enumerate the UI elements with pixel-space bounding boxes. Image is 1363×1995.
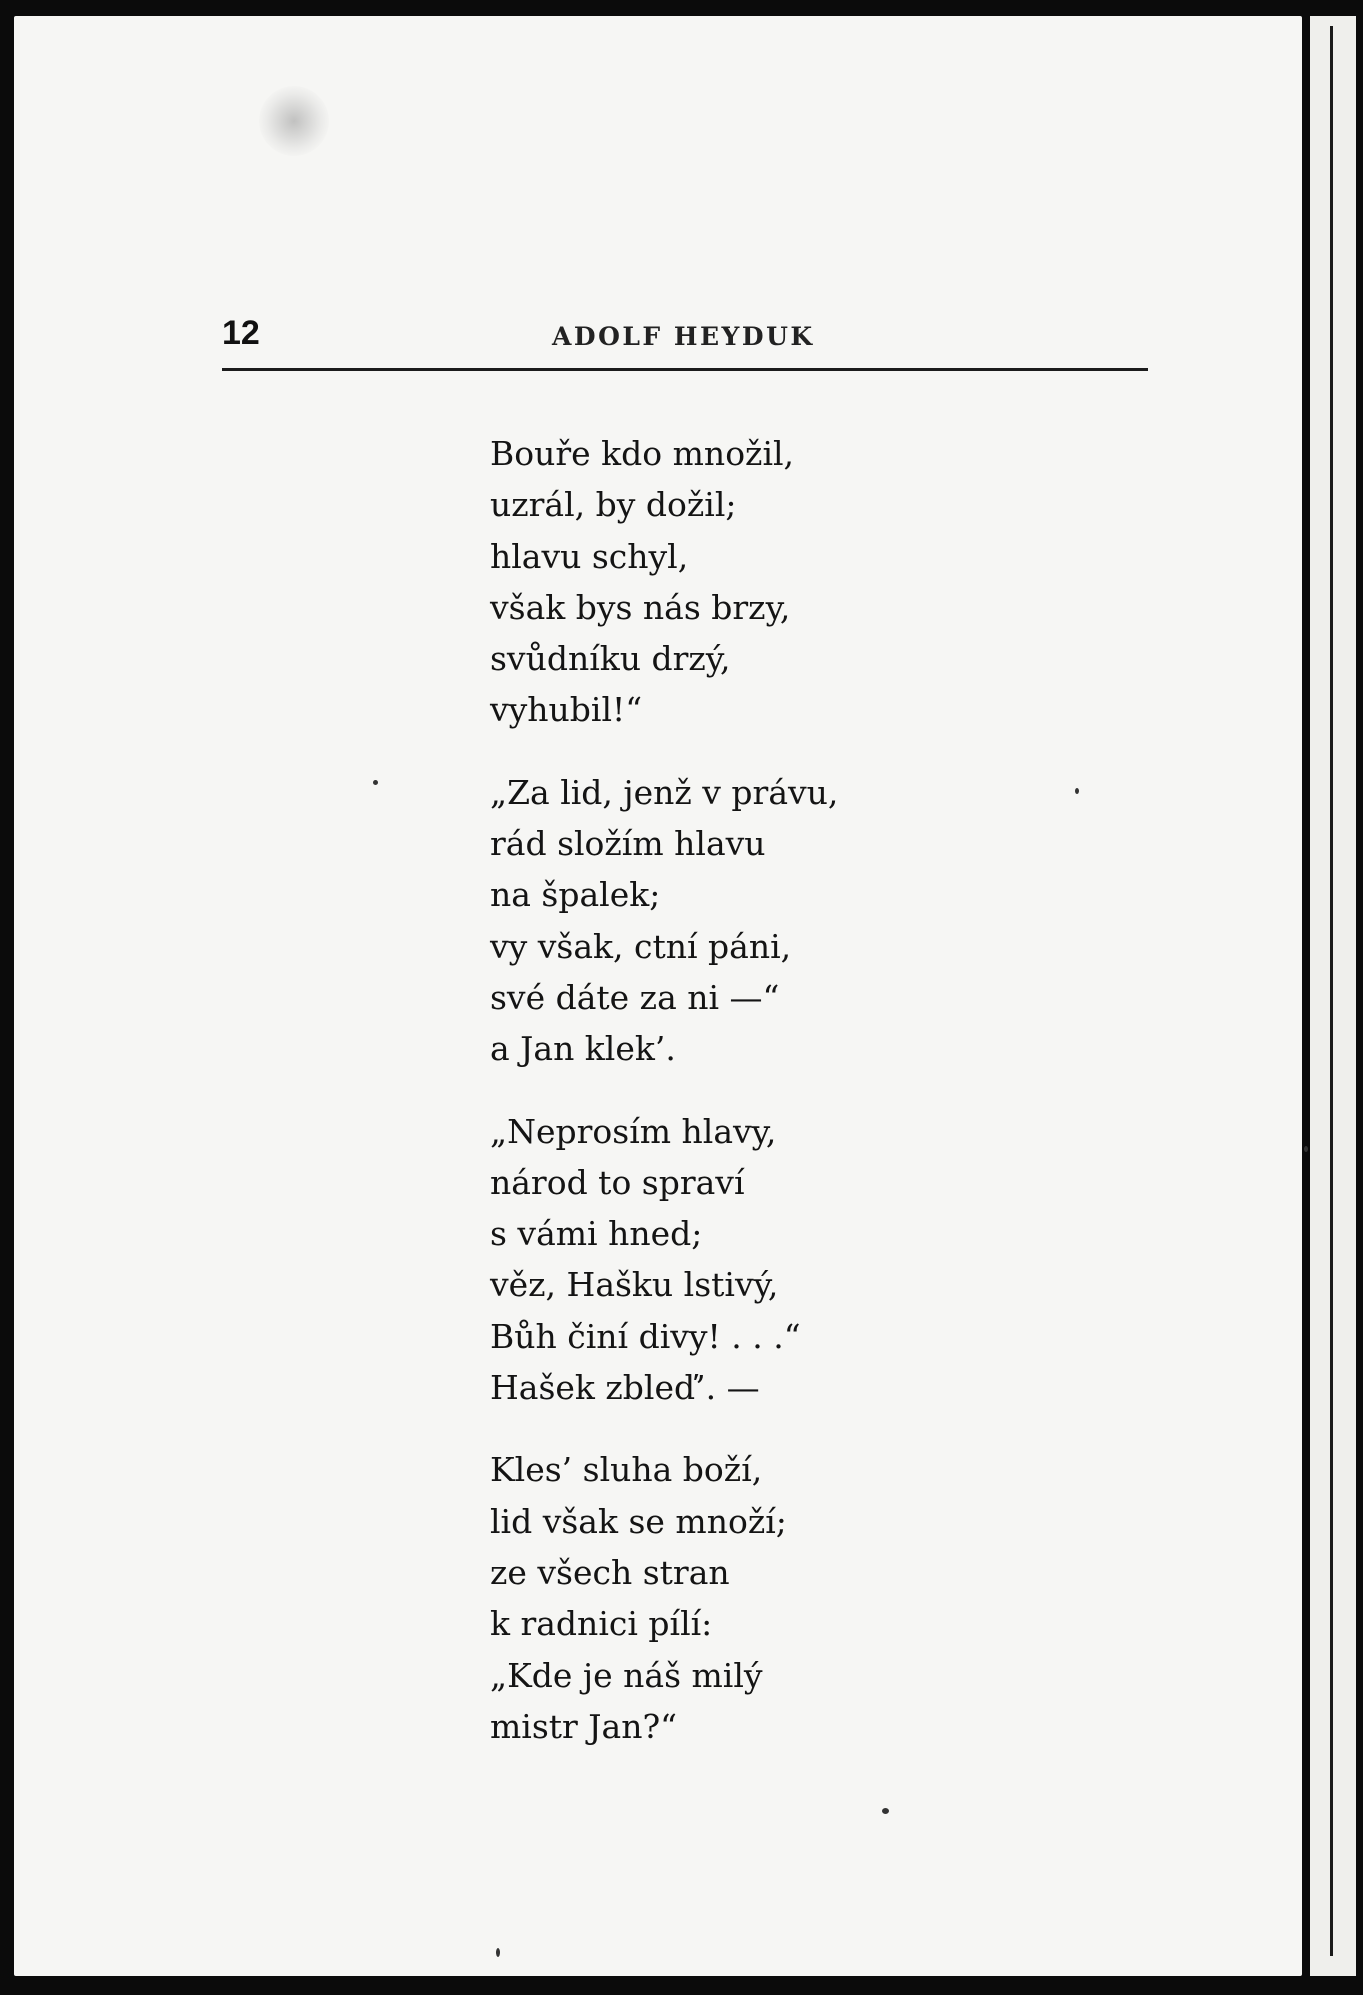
poem-line: uzrál, by dožil;	[490, 485, 737, 525]
page-header	[222, 314, 1148, 364]
book-page	[14, 16, 1302, 1976]
poem-line: „Neprosím hlavy,	[490, 1111, 777, 1151]
poem-line: Kles’ sluha boží,	[490, 1450, 763, 1490]
poem-line: svůdníku drzý,	[490, 639, 731, 679]
poem-line: Bůh činí divy! . . .“	[490, 1316, 801, 1356]
poem-line: k radnici pílí:	[490, 1604, 713, 1644]
speck	[1075, 788, 1079, 794]
speck	[882, 1808, 889, 1814]
poem-line: vy však, ctní páni,	[490, 926, 792, 966]
stanza	[490, 1106, 838, 1414]
stanza	[490, 1444, 838, 1752]
poem-line: „Kde je náš milý	[490, 1655, 763, 1695]
poem-line: s vámi hned;	[490, 1214, 703, 1254]
poem-line: vyhubil!“	[490, 690, 643, 730]
poem-line: mistr Jan?“	[490, 1706, 678, 1746]
poem-line: své dáte za ni —“	[490, 977, 780, 1017]
poem-line: lid však se množí;	[490, 1501, 787, 1541]
poem-line: „Za lid, jenž v právu,	[490, 772, 839, 812]
gutter-line	[1330, 26, 1333, 1956]
stanza	[490, 428, 838, 736]
poem-line: národ to spraví	[490, 1162, 745, 1202]
poem-line: hlavu schyl,	[490, 536, 689, 576]
poem-line: však bys nás brzy,	[490, 587, 791, 627]
speck	[1304, 1146, 1308, 1152]
running-head: ADOLF HEYDUK	[552, 322, 815, 351]
page-number: 12	[222, 314, 260, 352]
poem-line: rád složím hlavu	[490, 824, 766, 864]
adjacent-page-edge	[1310, 16, 1356, 1976]
poem-line: a Jan klek’.	[490, 1029, 676, 1069]
page-stain	[259, 86, 329, 156]
stanza	[490, 767, 838, 1075]
speck	[496, 1948, 500, 1957]
poem-line: na špalek;	[490, 875, 661, 915]
poem	[490, 428, 838, 1783]
poem-line: Hašek zbleď’. —	[490, 1368, 760, 1408]
poem-line: ze všech stran	[490, 1552, 730, 1592]
poem-line: Bouře kdo množil,	[490, 434, 795, 473]
poem-line: věz, Hašku lstivý,	[490, 1265, 779, 1305]
header-rule	[222, 368, 1148, 371]
speck	[373, 780, 378, 785]
